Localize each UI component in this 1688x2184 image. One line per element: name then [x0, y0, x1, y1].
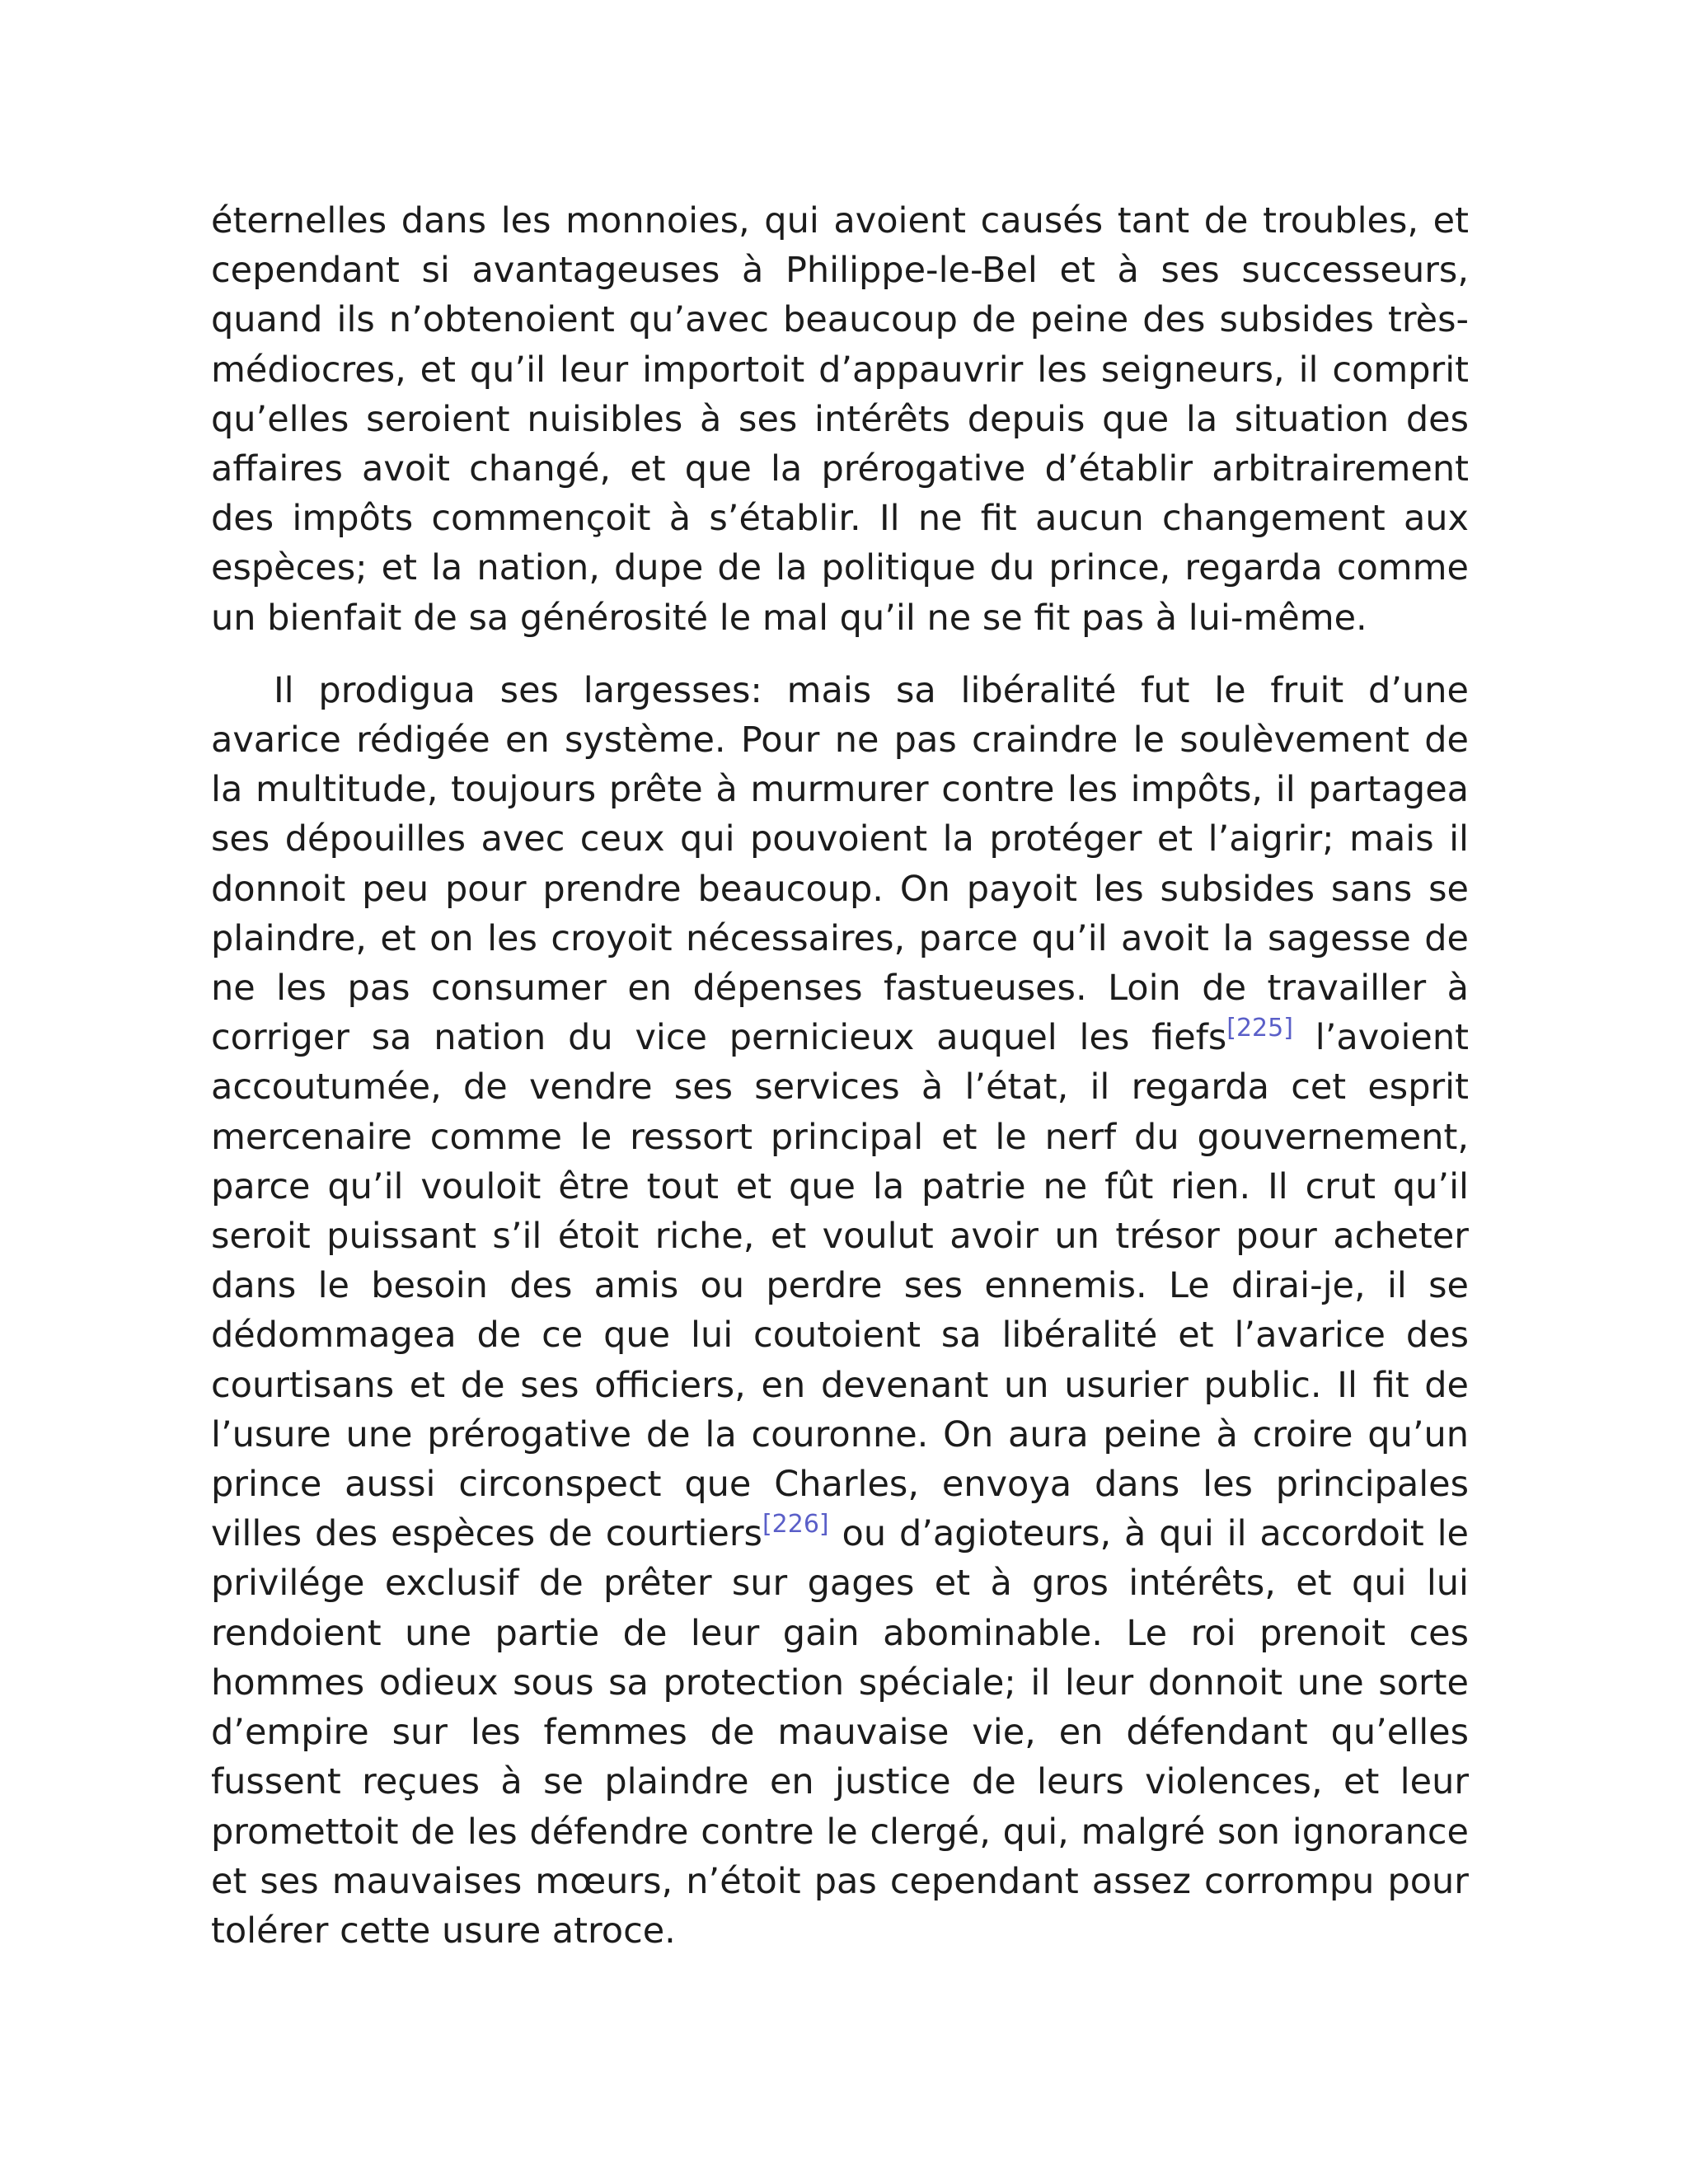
footnote-ref-226[interactable]: [226]: [762, 1510, 829, 1540]
paragraph-2-text-b: l’avoient accoutumée, de vendre ses services à l’état, il regarda cet esprit mercenaire comme le ressort principal et le nerf du gouvernement, parce qu’il vouloit être tout et que la patrie ne fût rien. Il crut qu’il seroit puissant s’il étoit riche, et voulut avoir un trésor pour acheter dans le besoin des amis ou perdre ses ennemis. Le dirai-je, il se dédommagea de ce que lui coutoient sa libéralité et l’avarice des courtisans et de ses officiers, en devenant un usurier public. Il fit de l’usure une prérogative de la couronne. On aura peine à croire qu’un prince aussi circonspect que Charles, envoya dans les principales villes des espèces de courtiers: [211, 1017, 1470, 1555]
paragraph-1-text: éternelles dans les monnoies, qui avoient causés tant de troubles, et cependant si avantageuses à Philippe-le-Bel et à ses successeurs, quand ils n’obtenoient qu’avec beaucoup de peine des subsides très-médiocres, et qu’il leur importoit d’appauvrir les seigneurs, il comprit qu’elles seroient nuisibles à ses intérêts depuis que la situation des affaires avoit changé, et que la prérogative d’établir arbitrairement des impôts commençoit à s’établir. Il ne fit aucun changement aux espèces; et la nation, dupe de la politique du prince, regarda comme un bienfait de sa générosité le mal qu’il ne se fit pas à lui-même.: [211, 200, 1469, 639]
paragraph-2-text-c: ou d’agioteurs, à qui il accordoit le privilége exclusif de prêter sur gages et à gros intérêts, et qui lui rendoient une partie de leur gain abominable. Le roi prenoit ces hommes odieux sous sa protection spéciale; il leur donnoit une sorte d’empire sur les femmes de mauvaise vie, en défendant qu’elles fussent reçues à se plaindre en justice de leurs violences, et leur promettoit de les défendre contre le clergé, qui, malgré son ignorance et ses mauvaises mœurs, n’étoit pas cependant assez corrompu pour tolérer cette usure atroce.: [211, 1513, 1469, 1952]
paragraph-2: [211, 666, 1469, 1956]
footnote-ref-225-number: 225: [1236, 1014, 1284, 1043]
paragraph-1: [211, 196, 1469, 643]
paragraph-2-text-a: Il prodigua ses largesses: mais sa libéralité fut le fruit d’une avarice rédigée en système. Pour ne pas craindre le soulèvement de la multitude, toujours prête à murmurer contre les impôts, il partagea ses dépouilles avec ceux qui pouvoient la protéger et l’aigrir; mais il donnoit peu pour prendre beaucoup. On payoit les subsides sans se plaindre, et on les croyoit nécessaires, parce qu’il avoit la sagesse de ne les pas consumer en dépenses fastueuses. Loin de travailler à corriger sa nation du vice pernicieux auquel les fiefs: [211, 669, 1469, 1059]
footnote-ref-226-number: 226: [771, 1510, 819, 1540]
footnote-ref-225[interactable]: [225]: [1226, 1014, 1293, 1043]
page-body: [211, 196, 1469, 1956]
